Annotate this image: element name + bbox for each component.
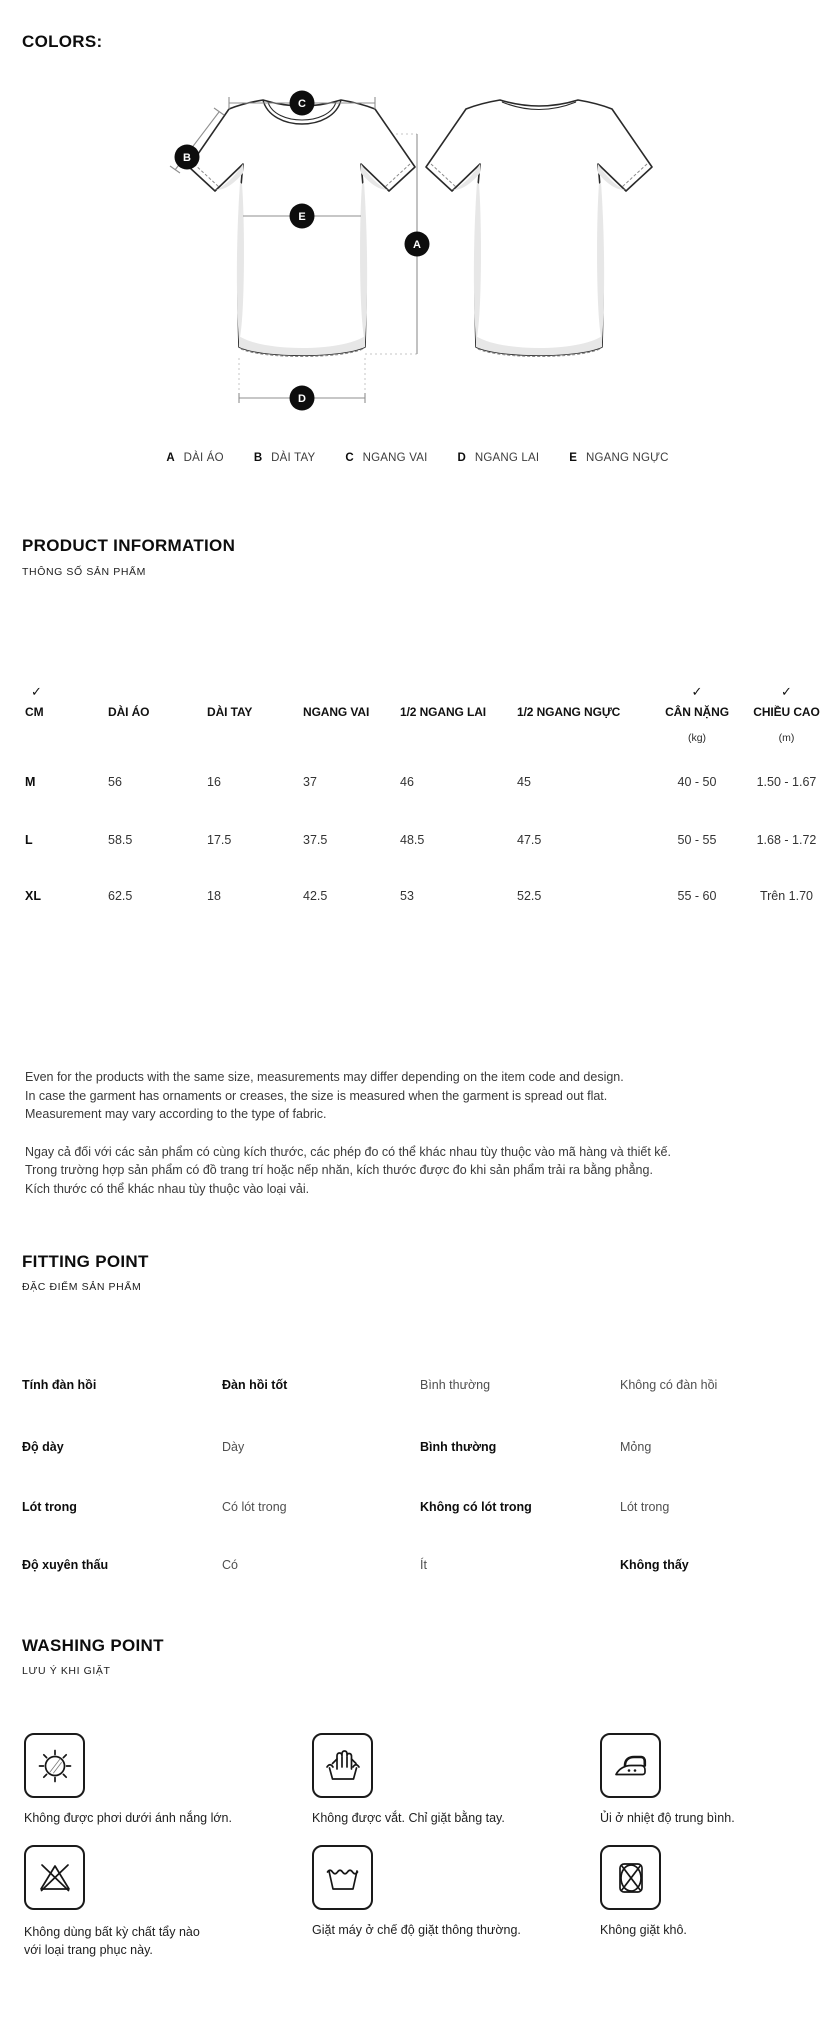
column-header: DÀI TAY [207,705,253,719]
measurement-notes [25,1068,671,1198]
note-line: Even for the products with the same size, measurements may differ depending on the item code and design. [25,1070,624,1084]
cell: 42.5 [303,889,328,903]
care-symbol-box [600,1733,661,1798]
fitting-option: Ít [420,1558,427,1572]
legend-key: E [569,452,577,464]
size-label: M [25,775,36,789]
note-line: In case the garment has ornaments or creases, the size is measured when the garment is spread out flat. [25,1088,608,1103]
column-unit: (kg) [687,732,707,744]
cell: 46 [400,775,414,789]
fitting-option: Lót trong [620,1500,670,1514]
cell: 37 [303,775,317,789]
check-mark: ✓ [781,684,792,699]
care-caption: Không dùng bất kỳ chất tẩy nào với loại trang phục này. [24,1925,200,1957]
washing-item [24,1845,312,1959]
fitting-option: Đàn hồi tốt [222,1378,288,1392]
sun-icon [35,1746,75,1786]
cell: 16 [207,775,221,789]
marker-A [405,232,430,257]
cell: 18 [207,889,221,903]
cell: 55 - 60 [677,889,717,903]
notes-vietnamese [25,1143,671,1199]
fitting-point-heading: FITTING POINT [22,1252,149,1271]
cell: 17.5 [207,833,232,847]
marker-B [175,145,200,170]
fitting-option: Dày [222,1440,245,1454]
table-row-size-m [25,774,831,790]
column-header: NGANG VAI [303,705,370,719]
care-symbol-box [24,1845,85,1910]
marker-D-letter: D [298,393,306,405]
no-bleach-icon [35,1858,75,1898]
column-header: 1/2 NGANG LAI [400,705,487,719]
legend-item [254,452,316,464]
notes-english [25,1068,671,1124]
marker-E [290,204,315,229]
note-line: Ngay cả đối với các sản phẩm có cùng kích thước, các phép đo có thể khác nhau tùy thuộc vào mã hàng và thiết kế. [25,1144,671,1159]
fitting-label: Độ xuyên thấu [22,1558,109,1572]
fitting-point-subheading: ĐẶC ĐIỂM SẢN PHẨM [22,1281,142,1293]
legend-label: DÀI ÁO [183,452,224,464]
product-information-heading: PRODUCT INFORMATION [22,536,236,555]
care-caption: Không giặt khô. [600,1923,687,1937]
marker-C [290,91,315,116]
fitting-label: Lót trong [22,1500,77,1514]
care-symbol-box [600,1845,661,1910]
column-header: 1/2 NGANG NGỰC [517,705,621,719]
legend-key: C [345,452,354,464]
note-line: Measurement may vary according to the type of fabric. [25,1107,327,1121]
legend-item [569,452,668,464]
size-table-units-row [25,730,831,746]
cell: 53 [400,889,414,903]
washing-item [312,1845,600,1959]
washing-row-1 [24,1733,824,1825]
cell: 48.5 [400,833,425,847]
fitting-option: Có [222,1558,238,1572]
legend-item [166,452,224,464]
fitting-label: Tính đàn hồi [22,1378,97,1392]
check-mark: ✓ [691,684,703,699]
fitting-option: Không có lót trong [420,1500,532,1514]
care-caption: Ủi ở nhiệt độ trung bình. [600,1811,735,1825]
washing-item [600,1733,824,1825]
column-header: CHIỀU CAO [753,705,820,719]
column-header: DÀI ÁO [108,705,150,719]
cell: 58.5 [108,833,133,847]
washing-item [24,1733,312,1825]
size-label: XL [25,889,41,903]
washing-item [600,1845,824,1959]
washing-point-subheading: LƯU Ý KHI GIẶT [22,1665,111,1677]
care-caption: Giặt máy ở chế độ giặt thông thường. [312,1923,521,1937]
legend-key: D [457,452,466,464]
legend-item [345,452,427,464]
washing-item [312,1733,600,1825]
column-unit: (m) [778,732,795,744]
no-dry-clean-icon [611,1858,651,1898]
legend-key: A [166,452,175,464]
machine-wash-icon [323,1858,363,1898]
cell: 1.50 - 1.67 [756,775,817,789]
legend-label: DÀI TAY [271,452,316,464]
size-table-check-row [25,684,831,700]
care-caption: Không được vắt. Chỉ giặt bằng tay. [312,1811,505,1825]
cell: 40 - 50 [677,775,717,789]
iron-icon [611,1746,651,1786]
fitting-row-thickness [22,1439,814,1455]
tshirt-back-view [426,100,652,357]
fitting-row-elasticity [22,1377,814,1393]
size-label: L [25,833,33,847]
fitting-option: Không thấy [620,1558,689,1572]
colors-heading: COLORS: [22,32,103,51]
fitting-option: Không có đàn hồi [620,1378,718,1392]
cell: Trên 1.70 [759,889,814,903]
washing-row-2 [24,1845,824,1959]
fitting-option: Bình thường [420,1378,491,1392]
fitting-option: Có lót trong [222,1500,287,1514]
cell: 62.5 [108,889,133,903]
legend-label: NGANG NGỰC [585,452,669,464]
cell: 56 [108,775,122,789]
size-table [25,660,831,920]
table-row-size-xl [25,888,831,904]
marker-B-letter: B [183,152,191,164]
care-caption: Không được phơi dưới ánh nắng lớn. [24,1811,232,1825]
cell: 1.68 - 1.72 [756,833,817,847]
size-table-header-row [25,704,831,720]
fitting-option: Mỏng [620,1440,652,1454]
fitting-row-transparency [22,1557,814,1573]
note-line: Trong trường hợp sản phẩm có đồ trang trí hoặc nếp nhăn, kích thước được đo khi sản phẩm trải ra bằng phẳng. [25,1163,653,1177]
legend-label: NGANG VAI [362,452,428,464]
care-symbol-box [312,1845,373,1910]
note-line: Kích thước có thể khác nhau tùy thuộc vào loại vải. [25,1181,310,1196]
fitting-row-lining [22,1499,814,1515]
marker-A-letter: A [413,239,421,251]
tshirt-measurement-diagram [0,70,835,450]
marker-C-letter: C [298,98,306,110]
check-mark: ✓ [31,684,42,699]
washing-point-heading: WASHING POINT [22,1636,164,1655]
marker-D [290,386,315,411]
product-information-subheading: THÔNG SỐ SẢN PHẨM [22,566,146,578]
marker-E-letter: E [298,211,306,223]
legend-key: B [253,452,263,464]
legend-label: NGANG LAI [474,452,540,464]
cell: 50 - 55 [677,833,717,847]
legend-item [458,452,540,464]
cell: 52.5 [517,889,542,903]
hand-wash-icon [323,1746,363,1786]
cell: 37.5 [303,833,328,847]
fitting-option: Bình thường [420,1440,497,1454]
care-symbol-box [312,1733,373,1798]
column-header: CÂN NẶNG [665,705,729,719]
column-header: CM [25,705,44,719]
cell: 45 [517,775,531,789]
cell: 47.5 [517,833,542,847]
measurement-legend [0,452,835,464]
care-symbol-box [24,1733,85,1798]
table-row-size-l [25,832,831,848]
fitting-label: Độ dày [22,1440,64,1454]
